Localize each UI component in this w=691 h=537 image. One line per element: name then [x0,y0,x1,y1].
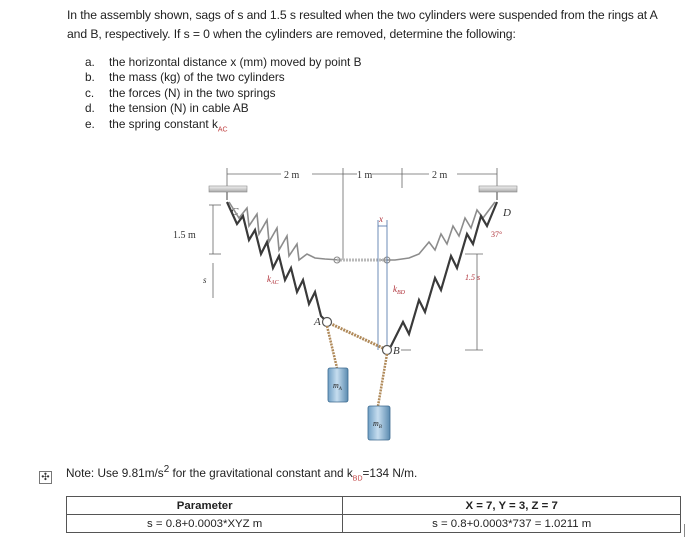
label-s: s [203,275,207,285]
label-d: D [503,207,511,219]
assembly-figure [165,150,565,450]
item-text: the forces (N) in the two springs [109,85,276,100]
support-left [209,186,247,200]
list-item [85,55,361,70]
item-text [109,117,228,138]
note-prefix: Note: Use 9.81m/s [66,465,164,480]
note-middle: for the gravitational constant and k [169,465,353,480]
list-item [85,86,361,101]
parameter-table [66,496,681,533]
ring-a [323,318,332,327]
label-a: A [314,316,321,328]
label-angle: 37° [491,230,503,239]
item-text: the tension (N) in cable AB [109,101,249,116]
note-suffix: =134 N/m. [362,465,418,480]
item-text-main: the spring constant k [109,116,218,131]
question-list [85,55,361,137]
label-kac: $k_{AC}$ [267,274,279,286]
dim-left-2m: 2 m [284,170,300,181]
label-c: C [231,206,239,218]
cylinder-b [368,406,390,440]
spring-ac-lower [227,202,327,322]
support-right [479,186,517,200]
list-item [85,70,361,85]
label-x: x [379,214,383,224]
item-text: the mass (kg) of the two cylinders [109,70,285,85]
table-row [67,515,681,533]
label-15s: 1.5 s [465,273,481,282]
list-item [85,101,361,116]
x-indicator [378,220,387,350]
note-sub: BD [352,475,363,483]
table-cell: s = 0.8+0.0003*XYZ m [67,515,343,533]
table-move-handle-icon[interactable]: ✣ [39,471,52,484]
note-sup: 2 [163,464,170,475]
dim-right-2m: 2 m [432,170,448,181]
cylinder-a [328,368,348,402]
table-header-row [67,497,681,515]
table-cell: s = 0.8+0.0003*737 = 1.0211 m [343,515,681,533]
problem-intro: In the assembly shown, sags of s and 1.5 s resulted when the two cylinders were suspended from the rings at A and B, respectively. If s = 0 when the cylinders are removed, determine the following: [67,8,658,41]
item-letter: c. [85,85,95,100]
page-edge-marker [684,524,691,537]
item-letter: a. [85,55,95,69]
dim-height-15m: 1.5 m [173,230,196,241]
item-text: the horizontal distance x (mm) moved by point B [109,55,362,69]
label-kbd: $k_{BD}$ [393,284,405,296]
item-letter: e. [85,116,95,131]
ring-b [383,346,392,355]
item-letter: b. [85,70,95,85]
label-mb: $m_B$ [373,419,382,430]
spring-bd-lower [387,202,497,350]
note-text [66,464,417,482]
label-b: B [393,345,400,357]
height-dimension [209,205,221,298]
dim-mid-1m: 1 m [357,170,373,181]
label-ma: $m_A$ [333,381,342,392]
list-item [85,117,361,138]
table-header: Parameter [67,497,343,515]
table-header: X = 7, Y = 3, Z = 7 [343,497,681,515]
sag-dimension [465,254,483,350]
item-subscript: AC [217,125,228,133]
item-letter: d. [85,101,95,116]
